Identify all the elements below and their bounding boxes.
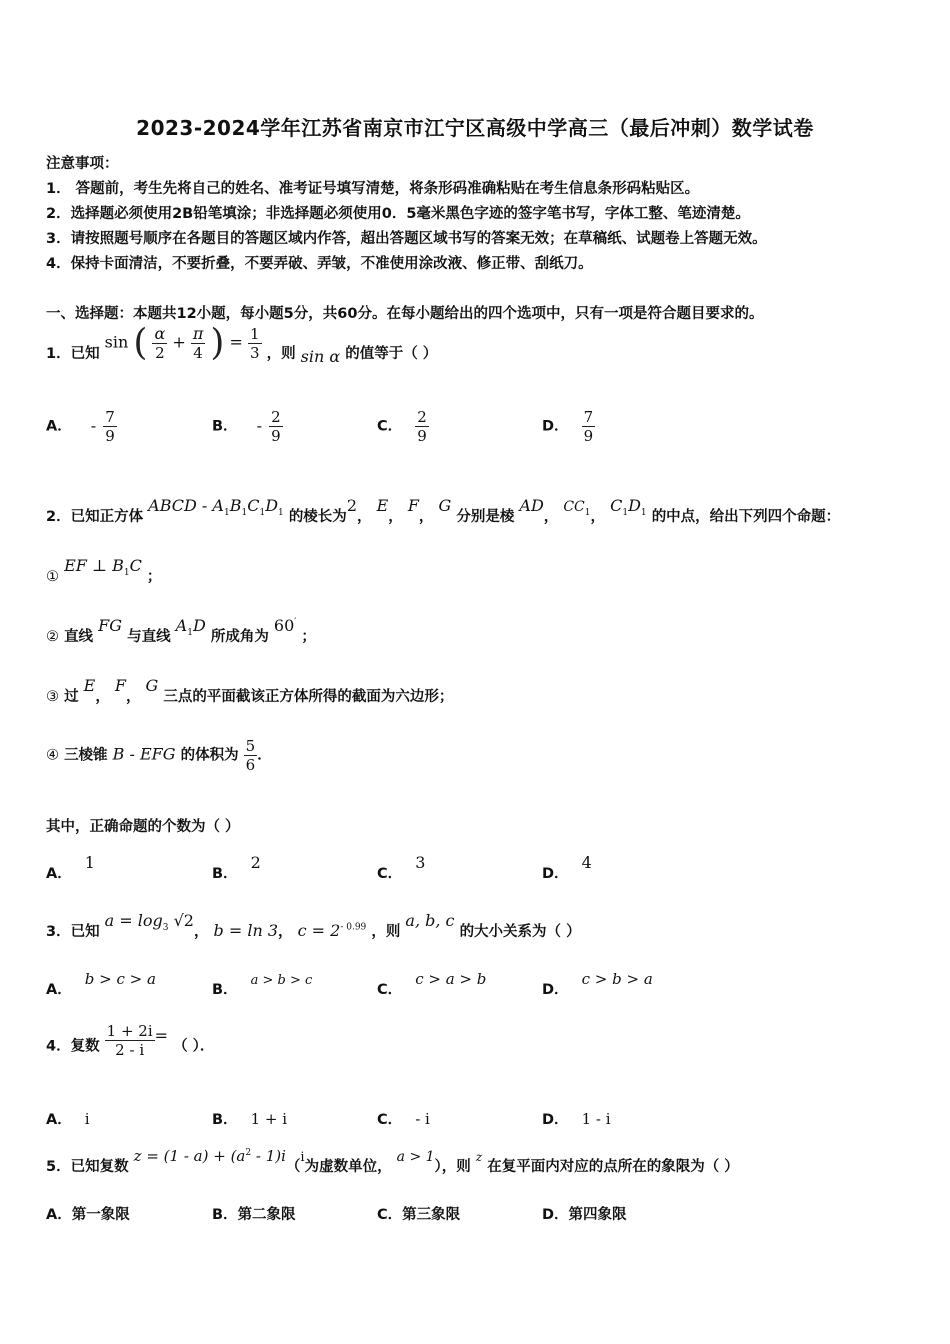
q3-option-a[interactable]: A． b > c > a: [46, 970, 156, 998]
notice-item-3: 3．请按照题号顺序在各题目的答题区域内作答，超出答题区域书写的答案无效；在草稿纸、试题卷上答题无效。: [46, 231, 767, 247]
q2-option-a[interactable]: A． 1: [46, 853, 95, 882]
q5-option-a[interactable]: A．第一象限: [46, 1207, 130, 1223]
q1-left-paren: (: [133, 322, 148, 364]
q2-cube: ABCD - $A_1B_1C_1D_1$: [148, 496, 284, 519]
q2-proposition-1: ① EF ⊥ $B_1C$ ；: [46, 556, 162, 585]
q2-ask: 其中，正确命题的个数为（ ）: [46, 819, 240, 835]
q1-sin-alpha: sin α: [300, 346, 341, 366]
question-1-stem: 1．已知 sin ( $\frac{\alpha}{2}$ + $\frac{\pi}{4}$ ) = $\frac{1}{3}$ ，则 sin α 的值等于（ ）: [46, 322, 438, 366]
notice-heading: 注意事项：: [46, 156, 119, 172]
q2-proposition-2: ② 直线 FG 与直线 $A_1D$ 所成角为 60′ ；: [46, 616, 316, 645]
q2-proposition-3: ③ 过 E， F， G 三点的平面截该正方体所得的截面为六边形；: [46, 676, 454, 705]
q4-option-a[interactable]: A． i: [46, 1110, 90, 1128]
q3-option-b[interactable]: B． a > b > c: [212, 973, 313, 998]
q3-option-c[interactable]: C． c > a > b: [377, 970, 487, 998]
q1-sin: sin: [104, 332, 129, 352]
page-title: 2023-2024学年江苏省南京市江宁区高级中学高三（最后冲刺）数学试卷: [136, 116, 814, 140]
q5-option-c[interactable]: C．第三象限: [377, 1207, 461, 1223]
question-2-stem: 2．已知正方体 ABCD - $A_1B_1C_1D_1$ 的棱长为2， E， F， G 分别是棱 AD， $CC_1$， $C_1D_1$ 的中点，给出下列四个命题：: [46, 496, 841, 525]
q3-option-d[interactable]: D． c > b > a: [542, 970, 653, 998]
question-4-stem: 4．复数 $\frac{1 + 2i}{2 - i}$ = （ ）．: [46, 1022, 215, 1059]
q1-option-a[interactable]: A． - $\frac{7}{9}$: [46, 408, 115, 445]
q4-option-d[interactable]: D． 1 - i: [542, 1110, 611, 1128]
q2-option-b[interactable]: B． 2: [212, 853, 261, 882]
q2-proposition-4: ④ 三棱锥 B - EFG 的体积为 $\frac{5}{6}$ ．: [46, 737, 272, 774]
q1-frac-alpha: $\frac{\alpha}{2}$: [154, 324, 166, 362]
q1-number: 1．已知: [46, 345, 100, 362]
notice-item-1: 1． 答题前，考生先将自己的姓名、准考证号填写清楚，将条形码准确粘贴在考生信息条形码粘贴区。: [46, 181, 700, 197]
question-3-stem: 3．已知 $a = \log_3 √2$， b = ln 3， $c = 2^{- 0.99}$ ，则 a, b, c 的大小关系为（ ）: [46, 911, 581, 940]
q1-option-d[interactable]: D． $\frac{7}{9}$: [542, 408, 594, 445]
q2-option-d[interactable]: D． 4: [542, 853, 592, 882]
q1-option-b[interactable]: B． - $\frac{2}{9}$: [212, 408, 281, 445]
q4-option-c[interactable]: C． - i: [377, 1110, 430, 1128]
q2-option-c[interactable]: C． 3: [377, 853, 426, 882]
q5-option-d[interactable]: D．第四象限: [542, 1207, 627, 1223]
notice-item-4: 4．保持卡面清洁，不要折叠，不要弄破、弄皱，不准使用涂改液、修正带、刮纸刀。: [46, 256, 593, 272]
q5-option-b[interactable]: B．第二象限: [212, 1207, 296, 1223]
notice-item-2: 2．选择题必须使用2B铅笔填涂；非选择题必须使用0．5毫米黑色字迹的签字笔书写，字体工整、笔迹清楚。: [46, 206, 750, 222]
section-heading: 一、选择题：本题共12小题，每小题5分，共60分。在每小题给出的四个选项中，只有一项是符合题目要求的。: [46, 306, 764, 322]
q1-frac-pi: $\frac{\pi}{4}$: [192, 324, 204, 362]
q1-option-c[interactable]: C． $\frac{2}{9}$: [377, 408, 427, 445]
q4-option-b[interactable]: B． 1 + i: [212, 1110, 288, 1128]
question-5-stem: 5．已知复数 $z = (1 - a) + (a^2 - 1)i(i$为虚数单位， a > 1），则 $^z$ 在复平面内对应的点所在的象限为（ ）: [46, 1147, 739, 1175]
q1-frac-third: $\frac{1}{3}$: [249, 325, 260, 362]
q1-right-paren: ): [210, 322, 225, 364]
